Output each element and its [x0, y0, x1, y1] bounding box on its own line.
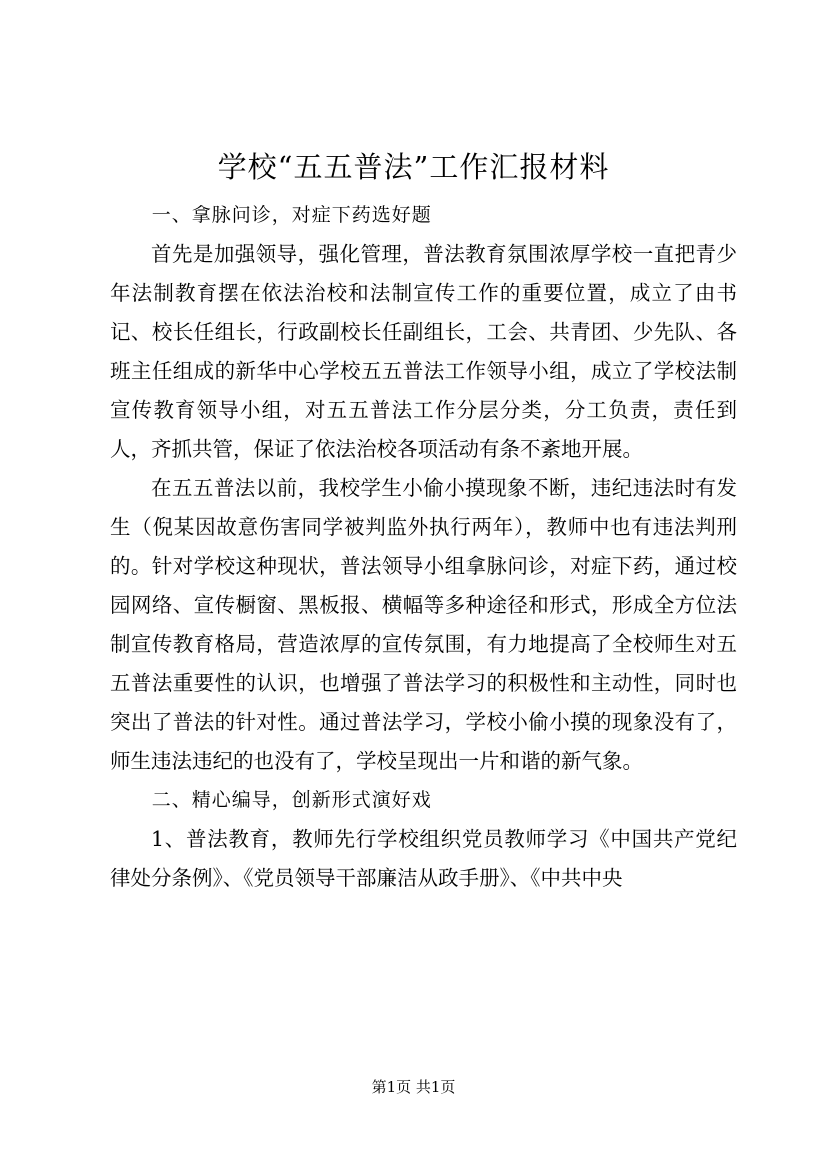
- document-body: [110, 196, 737, 898]
- section-heading-2: 二、精心编导，创新形式演好戏: [151, 789, 432, 811]
- paragraph-1: 首先是加强领导，强化管理，普法教育氛围浓厚学校一直把青少年法制教育摆在依法治校和法制宣传工作的重要位置，成立了由书记、校长任组长，行政副校长任副组长，工会、共青团、少先队、各班主任组成的新华中心学校五五普法工作领导小组，成立了学校法制宣传教育领导小组，对五五普法工作分层分类，分工负责，责任到人，齐抓共管，保证了依法治校各项活动有条不紊地开展。: [110, 242, 737, 461]
- paragraph-2: 在五五普法以前，我校学生小偷小摸现象不断，违纪违法时有发生（倪某因故意伤害同学被判监外执行两年），教师中也有违法判刑的。针对学校这种现状，普法领导小组拿脉问诊，对症下药，通过校园网络、宣传橱窗、黑板报、横幅等多种途径和形式，形成全方位法制宣传教育格局，营造浓厚的宣传氛围，有力地提高了全校师生对五五普法重要性的认识，也增强了普法学习的积极性和主动性，同时也突出了普法的针对性。通过普法学习，学校小偷小摸的现象没有了，师生违法违纪的也没有了，学校呈现出一片和谐的新气象。: [110, 476, 737, 773]
- document-title: 学校“五五普法”工作汇报材料: [217, 150, 610, 184]
- section-heading-1: 一、拿脉问诊，对症下药选好题: [151, 204, 432, 226]
- paragraph-3: 1、普法教育，教师先行学校组织党员教师学习《中国共产党纪律处分条例》、《党员领导干部廉洁从政手册》、《中共中央: [110, 827, 737, 890]
- page-number-footer: 第1页 共1页: [371, 1078, 456, 1096]
